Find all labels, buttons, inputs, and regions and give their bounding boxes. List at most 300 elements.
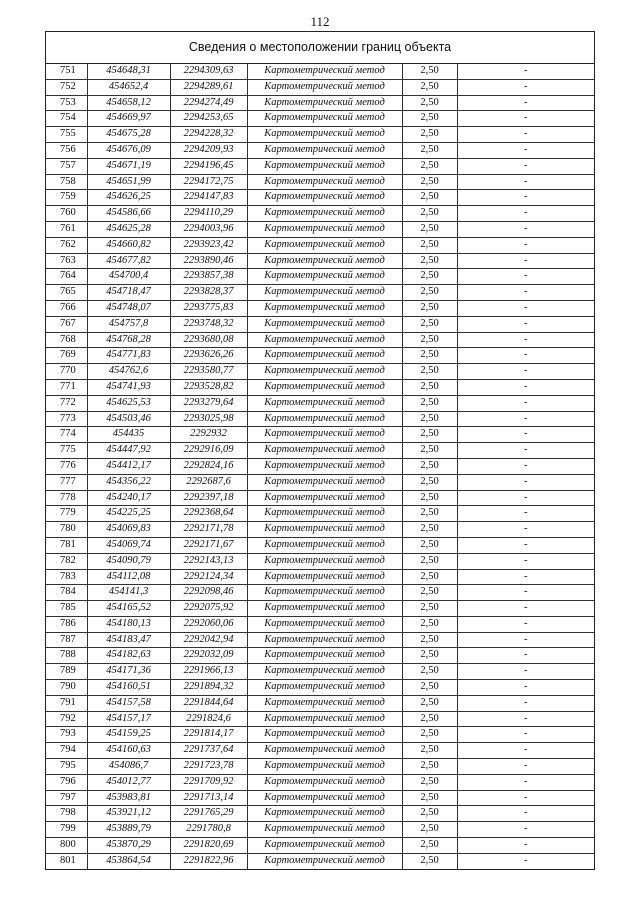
note-cell: -: [457, 790, 594, 806]
accuracy-cell: 2,50: [402, 221, 457, 237]
note-cell: -: [457, 285, 594, 301]
y-coordinate-cell: 2292932: [170, 427, 247, 443]
x-coordinate-cell: 454757,8: [87, 316, 170, 332]
y-coordinate-cell: 2293828,37: [170, 285, 247, 301]
method-cell: Картометрический метод: [247, 190, 402, 206]
x-coordinate-cell: 454160,51: [87, 680, 170, 696]
x-coordinate-cell: 454447,92: [87, 443, 170, 459]
accuracy-cell: 2,50: [402, 190, 457, 206]
x-coordinate-cell: 454771,83: [87, 348, 170, 364]
method-cell: Картометрический метод: [247, 127, 402, 143]
y-coordinate-cell: 2292687,6: [170, 474, 247, 490]
point-number-cell: 762: [46, 237, 87, 253]
accuracy-cell: 2,50: [402, 332, 457, 348]
method-cell: Картометрический метод: [247, 395, 402, 411]
x-coordinate-cell: 454141,3: [87, 585, 170, 601]
point-number-cell: 788: [46, 648, 87, 664]
x-coordinate-cell: 453983,81: [87, 790, 170, 806]
y-coordinate-cell: 2293775,83: [170, 300, 247, 316]
method-cell: Картометрический метод: [247, 806, 402, 822]
boundary-table: [45, 31, 595, 870]
table-row: [46, 111, 594, 127]
accuracy-cell: 2,50: [402, 743, 457, 759]
x-coordinate-cell: 454435: [87, 427, 170, 443]
x-coordinate-cell: 454412,17: [87, 458, 170, 474]
method-cell: Картометрический метод: [247, 158, 402, 174]
table-row: [46, 443, 594, 459]
method-cell: Картометрический метод: [247, 458, 402, 474]
point-number-cell: 769: [46, 348, 87, 364]
x-coordinate-cell: 454625,53: [87, 395, 170, 411]
table-row: [46, 537, 594, 553]
x-coordinate-cell: 454718,47: [87, 285, 170, 301]
table-row: [46, 300, 594, 316]
note-cell: -: [457, 474, 594, 490]
note-cell: -: [457, 348, 594, 364]
x-coordinate-cell: 454159,25: [87, 727, 170, 743]
method-cell: Картометрический метод: [247, 537, 402, 553]
point-number-cell: 771: [46, 379, 87, 395]
y-coordinate-cell: 2293580,77: [170, 364, 247, 380]
note-cell: -: [457, 632, 594, 648]
point-number-cell: 773: [46, 411, 87, 427]
note-cell: -: [457, 332, 594, 348]
note-cell: -: [457, 158, 594, 174]
x-coordinate-cell: 454676,09: [87, 142, 170, 158]
y-coordinate-cell: 2294110,29: [170, 206, 247, 222]
y-coordinate-cell: 2292171,78: [170, 522, 247, 538]
method-cell: Картометрический метод: [247, 727, 402, 743]
method-cell: Картометрический метод: [247, 443, 402, 459]
note-cell: -: [457, 506, 594, 522]
accuracy-cell: 2,50: [402, 648, 457, 664]
table-row: [46, 664, 594, 680]
accuracy-cell: 2,50: [402, 79, 457, 95]
table-row: [46, 727, 594, 743]
table-row: [46, 759, 594, 775]
accuracy-cell: 2,50: [402, 806, 457, 822]
method-cell: Картометрический метод: [247, 553, 402, 569]
x-coordinate-cell: 454157,58: [87, 695, 170, 711]
method-cell: Картометрический метод: [247, 680, 402, 696]
method-cell: Картометрический метод: [247, 490, 402, 506]
accuracy-cell: 2,50: [402, 695, 457, 711]
y-coordinate-cell: 2293923,42: [170, 237, 247, 253]
accuracy-cell: 2,50: [402, 553, 457, 569]
table-row: [46, 822, 594, 838]
table-row: [46, 490, 594, 506]
note-cell: -: [457, 111, 594, 127]
table-row: [46, 553, 594, 569]
point-number-cell: 800: [46, 838, 87, 854]
table-row: [46, 174, 594, 190]
point-number-cell: 792: [46, 711, 87, 727]
method-cell: Картометрический метод: [247, 316, 402, 332]
note-cell: -: [457, 648, 594, 664]
note-cell: -: [457, 553, 594, 569]
y-coordinate-cell: 2294209,93: [170, 142, 247, 158]
method-cell: Картометрический метод: [247, 285, 402, 301]
method-cell: Картометрический метод: [247, 300, 402, 316]
note-cell: -: [457, 427, 594, 443]
point-number-cell: 777: [46, 474, 87, 490]
method-cell: Картометрический метод: [247, 95, 402, 111]
table-row: [46, 853, 594, 868]
method-cell: Картометрический метод: [247, 695, 402, 711]
table-row: [46, 221, 594, 237]
note-cell: -: [457, 316, 594, 332]
table-row: [46, 79, 594, 95]
note-cell: -: [457, 64, 594, 79]
note-cell: -: [457, 569, 594, 585]
note-cell: -: [457, 680, 594, 696]
accuracy-cell: 2,50: [402, 790, 457, 806]
x-coordinate-cell: 454090,79: [87, 553, 170, 569]
table-row: [46, 364, 594, 380]
note-cell: -: [457, 664, 594, 680]
note-cell: -: [457, 806, 594, 822]
x-coordinate-cell: 454356,22: [87, 474, 170, 490]
note-cell: -: [457, 759, 594, 775]
note-cell: -: [457, 443, 594, 459]
note-cell: -: [457, 269, 594, 285]
method-cell: Картометрический метод: [247, 743, 402, 759]
method-cell: Картометрический метод: [247, 616, 402, 632]
point-number-cell: 752: [46, 79, 87, 95]
y-coordinate-cell: 2294172,75: [170, 174, 247, 190]
table-row: [46, 253, 594, 269]
y-coordinate-cell: 2294309,63: [170, 64, 247, 79]
y-coordinate-cell: 2291894,32: [170, 680, 247, 696]
note-cell: -: [457, 253, 594, 269]
method-cell: Картометрический метод: [247, 64, 402, 79]
y-coordinate-cell: 2292075,92: [170, 601, 247, 617]
accuracy-cell: 2,50: [402, 616, 457, 632]
note-cell: -: [457, 411, 594, 427]
point-number-cell: 759: [46, 190, 87, 206]
table-row: [46, 522, 594, 538]
y-coordinate-cell: 2292171,67: [170, 537, 247, 553]
table-row: [46, 269, 594, 285]
accuracy-cell: 2,50: [402, 711, 457, 727]
point-number-cell: 801: [46, 853, 87, 868]
table-row: [46, 379, 594, 395]
accuracy-cell: 2,50: [402, 316, 457, 332]
point-number-cell: 789: [46, 664, 87, 680]
point-number-cell: 790: [46, 680, 87, 696]
accuracy-cell: 2,50: [402, 680, 457, 696]
point-number-cell: 755: [46, 127, 87, 143]
method-cell: Картометрический метод: [247, 585, 402, 601]
y-coordinate-cell: 2291814,17: [170, 727, 247, 743]
x-coordinate-cell: 454157,17: [87, 711, 170, 727]
table-row: [46, 190, 594, 206]
x-coordinate-cell: 454741,93: [87, 379, 170, 395]
method-cell: Картометрический метод: [247, 664, 402, 680]
table-row: [46, 680, 594, 696]
y-coordinate-cell: 2291765,29: [170, 806, 247, 822]
accuracy-cell: 2,50: [402, 585, 457, 601]
y-coordinate-cell: 2292098,46: [170, 585, 247, 601]
accuracy-cell: 2,50: [402, 206, 457, 222]
table-row: [46, 95, 594, 111]
y-coordinate-cell: 2292397,18: [170, 490, 247, 506]
x-coordinate-cell: 454651,99: [87, 174, 170, 190]
accuracy-cell: 2,50: [402, 474, 457, 490]
y-coordinate-cell: 2292368,64: [170, 506, 247, 522]
point-number-cell: 799: [46, 822, 87, 838]
note-cell: -: [457, 95, 594, 111]
y-coordinate-cell: 2293680,08: [170, 332, 247, 348]
accuracy-cell: 2,50: [402, 237, 457, 253]
table-row: [46, 569, 594, 585]
x-coordinate-cell: 454625,28: [87, 221, 170, 237]
y-coordinate-cell: 2291737,64: [170, 743, 247, 759]
x-coordinate-cell: 454748,07: [87, 300, 170, 316]
y-coordinate-cell: 2292060,06: [170, 616, 247, 632]
note-cell: -: [457, 237, 594, 253]
note-cell: -: [457, 616, 594, 632]
point-number-cell: 763: [46, 253, 87, 269]
table-row: [46, 395, 594, 411]
y-coordinate-cell: 2293279,64: [170, 395, 247, 411]
accuracy-cell: 2,50: [402, 348, 457, 364]
x-coordinate-cell: 453870,29: [87, 838, 170, 854]
x-coordinate-cell: 454503,46: [87, 411, 170, 427]
y-coordinate-cell: 2293528,82: [170, 379, 247, 395]
y-coordinate-cell: 2293890,46: [170, 253, 247, 269]
note-cell: -: [457, 379, 594, 395]
y-coordinate-cell: 2293857,38: [170, 269, 247, 285]
point-number-cell: 798: [46, 806, 87, 822]
note-cell: -: [457, 537, 594, 553]
note-cell: -: [457, 300, 594, 316]
method-cell: Картометрический метод: [247, 253, 402, 269]
x-coordinate-cell: 454180,13: [87, 616, 170, 632]
y-coordinate-cell: 2291966,13: [170, 664, 247, 680]
note-cell: -: [457, 221, 594, 237]
point-number-cell: 776: [46, 458, 87, 474]
accuracy-cell: 2,50: [402, 411, 457, 427]
table-row: [46, 790, 594, 806]
table-row: [46, 806, 594, 822]
method-cell: Картометрический метод: [247, 474, 402, 490]
x-coordinate-cell: 454069,74: [87, 537, 170, 553]
table-row: [46, 64, 594, 79]
method-cell: Картометрический метод: [247, 237, 402, 253]
x-coordinate-cell: 453864,54: [87, 853, 170, 868]
y-coordinate-cell: 2293025,98: [170, 411, 247, 427]
x-coordinate-cell: 453921,12: [87, 806, 170, 822]
point-number-cell: 787: [46, 632, 87, 648]
point-number-cell: 760: [46, 206, 87, 222]
accuracy-cell: 2,50: [402, 285, 457, 301]
note-cell: -: [457, 711, 594, 727]
table-row: [46, 743, 594, 759]
point-number-cell: 765: [46, 285, 87, 301]
accuracy-cell: 2,50: [402, 506, 457, 522]
x-coordinate-cell: 454768,28: [87, 332, 170, 348]
point-number-cell: 772: [46, 395, 87, 411]
method-cell: Картометрический метод: [247, 853, 402, 868]
coordinates-table: [46, 64, 594, 869]
table-row: [46, 158, 594, 174]
note-cell: -: [457, 395, 594, 411]
x-coordinate-cell: 454165,52: [87, 601, 170, 617]
table-body: [46, 64, 594, 869]
table-row: [46, 838, 594, 854]
table-row: [46, 427, 594, 443]
table-row: [46, 237, 594, 253]
accuracy-cell: 2,50: [402, 727, 457, 743]
note-cell: -: [457, 822, 594, 838]
x-coordinate-cell: 454671,19: [87, 158, 170, 174]
accuracy-cell: 2,50: [402, 522, 457, 538]
accuracy-cell: 2,50: [402, 174, 457, 190]
y-coordinate-cell: 2294147,83: [170, 190, 247, 206]
accuracy-cell: 2,50: [402, 601, 457, 617]
accuracy-cell: 2,50: [402, 490, 457, 506]
table-title: Сведения о местоположении границ объекта: [46, 32, 594, 64]
y-coordinate-cell: 2291824,6: [170, 711, 247, 727]
method-cell: Картометрический метод: [247, 427, 402, 443]
point-number-cell: 766: [46, 300, 87, 316]
point-number-cell: 764: [46, 269, 87, 285]
accuracy-cell: 2,50: [402, 569, 457, 585]
y-coordinate-cell: 2292124,34: [170, 569, 247, 585]
method-cell: Картометрический метод: [247, 142, 402, 158]
y-coordinate-cell: 2291713,14: [170, 790, 247, 806]
note-cell: -: [457, 695, 594, 711]
x-coordinate-cell: 454182,63: [87, 648, 170, 664]
table-row: [46, 458, 594, 474]
y-coordinate-cell: 2291844,64: [170, 695, 247, 711]
point-number-cell: 783: [46, 569, 87, 585]
x-coordinate-cell: 454086,7: [87, 759, 170, 775]
method-cell: Картометрический метод: [247, 632, 402, 648]
note-cell: -: [457, 190, 594, 206]
note-cell: -: [457, 79, 594, 95]
table-row: [46, 711, 594, 727]
x-coordinate-cell: 454240,17: [87, 490, 170, 506]
note-cell: -: [524, 854, 528, 866]
accuracy-cell: 2,50: [402, 759, 457, 775]
table-row: [46, 616, 594, 632]
y-coordinate-cell: 2294228,32: [170, 127, 247, 143]
x-coordinate-cell: 454626,25: [87, 190, 170, 206]
y-coordinate-cell: 2291709,92: [170, 774, 247, 790]
y-coordinate-cell: 2292143,13: [170, 553, 247, 569]
x-coordinate-cell: 454660,82: [87, 237, 170, 253]
x-coordinate-cell: 454012,77: [87, 774, 170, 790]
point-number-cell: 775: [46, 443, 87, 459]
accuracy-cell: 2,50: [402, 300, 457, 316]
accuracy-cell: 2,50: [402, 632, 457, 648]
point-number-cell: 793: [46, 727, 87, 743]
x-coordinate-cell: 454112,08: [87, 569, 170, 585]
x-coordinate-cell: 454160,63: [87, 743, 170, 759]
y-coordinate-cell: 2292032,09: [170, 648, 247, 664]
accuracy-cell: 2,50: [402, 111, 457, 127]
y-coordinate-cell: 2294253,65: [170, 111, 247, 127]
table-row: [46, 474, 594, 490]
table-row: [46, 506, 594, 522]
y-coordinate-cell: 2294196,45: [170, 158, 247, 174]
note-cell: -: [457, 206, 594, 222]
point-number-cell: 797: [46, 790, 87, 806]
table-row: [46, 585, 594, 601]
y-coordinate-cell: 2294274,49: [170, 95, 247, 111]
method-cell: Картометрический метод: [247, 379, 402, 395]
x-coordinate-cell: 454677,82: [87, 253, 170, 269]
method-cell: Картометрический метод: [247, 569, 402, 585]
accuracy-cell: 2,50: [402, 142, 457, 158]
method-cell: Картометрический метод: [247, 332, 402, 348]
accuracy-cell: 2,50: [402, 127, 457, 143]
method-cell: Картометрический метод: [247, 648, 402, 664]
note-cell: -: [457, 364, 594, 380]
accuracy-cell: 2,50: [402, 269, 457, 285]
note-cell: -: [457, 490, 594, 506]
method-cell: Картометрический метод: [247, 822, 402, 838]
accuracy-cell: 2,50: [402, 95, 457, 111]
point-number-cell: 758: [46, 174, 87, 190]
table-row: [46, 774, 594, 790]
accuracy-cell: 2,50: [402, 443, 457, 459]
note-cell: -: [457, 838, 594, 854]
table-row: [46, 632, 594, 648]
table-row: [46, 601, 594, 617]
y-coordinate-cell: 2292824,16: [170, 458, 247, 474]
accuracy-cell: 2,50: [402, 664, 457, 680]
method-cell: Картометрический метод: [247, 174, 402, 190]
point-number-cell: 796: [46, 774, 87, 790]
method-cell: Картометрический метод: [247, 221, 402, 237]
x-coordinate-cell: 454648,31: [87, 64, 170, 79]
accuracy-cell: 2,50: [402, 395, 457, 411]
point-number-cell: 779: [46, 506, 87, 522]
note-cell: -: [457, 585, 594, 601]
point-number-cell: 751: [46, 64, 87, 79]
point-number-cell: 756: [46, 142, 87, 158]
point-number-cell: 753: [46, 95, 87, 111]
point-number-cell: 774: [46, 427, 87, 443]
table-row: [46, 348, 594, 364]
point-number-cell: 782: [46, 553, 87, 569]
x-coordinate-cell: 454652,4: [87, 79, 170, 95]
table-row: [46, 142, 594, 158]
point-number-cell: 778: [46, 490, 87, 506]
y-coordinate-cell: 2291820,69: [170, 838, 247, 854]
method-cell: Картометрический метод: [247, 206, 402, 222]
page-number: 112: [310, 14, 330, 29]
method-cell: Картометрический метод: [247, 790, 402, 806]
y-coordinate-cell: 2294289,61: [170, 79, 247, 95]
method-cell: Картометрический метод: [247, 601, 402, 617]
note-cell: -: [457, 142, 594, 158]
accuracy-cell: 2,50: [402, 379, 457, 395]
accuracy-cell: 2,50: [402, 158, 457, 174]
note-cell: -: [457, 774, 594, 790]
method-cell: Картометрический метод: [247, 711, 402, 727]
point-number-cell: 754: [46, 111, 87, 127]
point-number-cell: 795: [46, 759, 87, 775]
y-coordinate-cell: 2291780,8: [170, 822, 247, 838]
point-number-cell: 780: [46, 522, 87, 538]
x-coordinate-cell: 454658,12: [87, 95, 170, 111]
point-number-cell: 770: [46, 364, 87, 380]
point-number-cell: 767: [46, 316, 87, 332]
